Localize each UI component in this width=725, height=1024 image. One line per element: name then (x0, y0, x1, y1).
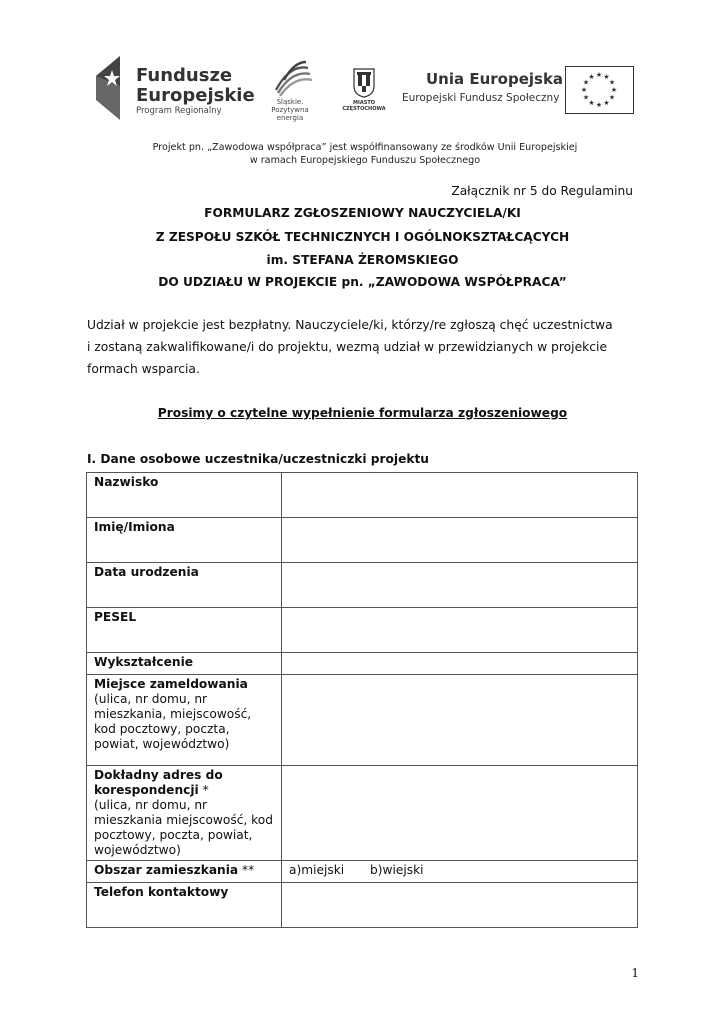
slaskie-line2: Pozytywna energia (271, 106, 309, 122)
birth-date-label: Data urodzenia (94, 565, 199, 579)
area-option-rural[interactable]: b)wiejski (370, 863, 424, 877)
row-birth-date (87, 563, 638, 608)
row-surname (87, 473, 638, 518)
eu-star-icon: ★ (595, 101, 603, 109)
education-field[interactable] (282, 653, 638, 675)
surname-field[interactable] (282, 473, 638, 518)
row-correspondence (87, 766, 638, 861)
eu-star-icon: ★ (595, 71, 603, 79)
intro-line1: Udział w projekcie jest bezpłatny. Nauczyciele/ki, którzy/re zgłoszą chęć uczestnictwa (87, 318, 613, 332)
ue-sub: Europejski Fundusz Społeczny (402, 92, 560, 104)
title-line-4: DO UDZIAŁU W PROJEKCIE pn. „ZAWODOWA WSPÓŁPRACA” (158, 275, 567, 289)
residence-hint: (ulica, nr domu, nr mieszkania, miejscowość, kod pocztowy, poczta, powiat, województwo) (94, 692, 252, 751)
eu-star-icon: ★ (610, 86, 618, 94)
fe-logo-line2: Europejskie (136, 85, 255, 106)
cofinancing-line1: Projekt pn. „Zawodowa współpraca” jest współfinansowany ze środków Unii Europejskiej (152, 142, 578, 153)
czestochowa-logo (342, 66, 386, 112)
row-area (87, 861, 638, 883)
pesel-field[interactable] (282, 608, 638, 653)
intro-line2: i zostaną zakwalifikowane/i do projektu, wezmą udział w przewidzianych w projekcie (87, 340, 608, 354)
intro-line3: formach wsparcia. (87, 362, 200, 376)
eu-star-icon: ★ (582, 78, 590, 87)
residence-label: Miejsce zameldowania (94, 677, 248, 691)
row-residence (87, 675, 638, 766)
row-phone (87, 883, 638, 928)
eu-star-icon: ★ (608, 78, 616, 87)
slaskie-waves-icon (258, 60, 322, 96)
please-fill-heading: Prosimy o czytelne wypełnienie formularza zgłoszeniowego (157, 406, 568, 420)
title-line-1: FORMULARZ ZGŁOSZENIOWY NAUCZYCIELA/KI (204, 206, 521, 220)
title-line-2: Z ZESPOŁU SZKÓŁ TECHNICZNYCH I OGÓLNOKSZTAŁCĄCYCH (155, 230, 570, 244)
first-names-field[interactable] (282, 518, 638, 563)
cofinancing-note (100, 141, 630, 167)
residence-field[interactable] (282, 675, 638, 766)
row-pesel (87, 608, 638, 653)
fundusze-europejskie-logo (92, 56, 255, 122)
eu-flag-icon (565, 66, 634, 114)
city-logo-text: MIASTO CZĘSTOCHOWA (342, 100, 386, 112)
fe-logo-sub: Program Regionalny (136, 106, 222, 116)
eu-star-icon: ★ (603, 99, 610, 107)
eu-star-icon: ★ (608, 93, 616, 102)
cofinancing-line2: w ramach Europejskiego Funduszu Społecznego (249, 155, 481, 166)
pesel-label: PESEL (94, 610, 137, 624)
correspondence-hint: (ulica, nr domu, nr mieszkania miejscowość, kod pocztowy, poczta, powiat, województwo) (94, 798, 273, 857)
eu-star-icon: ★ (582, 93, 590, 102)
phone-label: Telefon kontaktowy (94, 885, 229, 899)
area-option-urban[interactable]: a)miejski (289, 863, 345, 877)
area-label: Obszar zamieszkania (94, 863, 239, 877)
area-mark: ** (238, 863, 255, 877)
slaskie-line1: Śląskie. (276, 98, 304, 106)
first-names-label: Imię/Imiona (94, 520, 175, 534)
birth-date-field[interactable] (282, 563, 638, 608)
area-options (282, 861, 638, 883)
row-first-names (87, 518, 638, 563)
title-line-3: im. STEFANA ŻEROMSKIEGO (266, 253, 459, 267)
eu-star-icon: ★ (588, 99, 595, 107)
slaskie-logo (258, 60, 322, 122)
intro-paragraph (87, 314, 638, 380)
row-education (87, 653, 638, 675)
correspondence-mark: * (198, 783, 209, 797)
education-label: Wykształcenie (94, 655, 194, 669)
page-number: 1 (631, 966, 639, 980)
annex-label: Załącznik nr 5 do Regulaminu (451, 184, 633, 198)
correspondence-field[interactable] (282, 766, 638, 861)
personal-data-table (86, 472, 638, 928)
phone-field[interactable] (282, 883, 638, 928)
section-title: I. Dane osobowe uczestnika/uczestniczki projektu (87, 452, 429, 466)
ue-title: Unia Europejska (426, 70, 564, 88)
fe-star-icon (92, 56, 126, 120)
eu-star-icon: ★ (580, 86, 588, 94)
unia-europejska-logo (400, 66, 570, 106)
city-crest-icon (342, 66, 386, 98)
surname-label: Nazwisko (94, 475, 159, 489)
correspondence-label: Dokładny adres do korespondencji (94, 768, 223, 797)
fe-logo-line1: Fundusze (136, 65, 233, 86)
eu-star-icon: ★ (588, 73, 595, 81)
eu-star-icon: ★ (603, 73, 610, 81)
